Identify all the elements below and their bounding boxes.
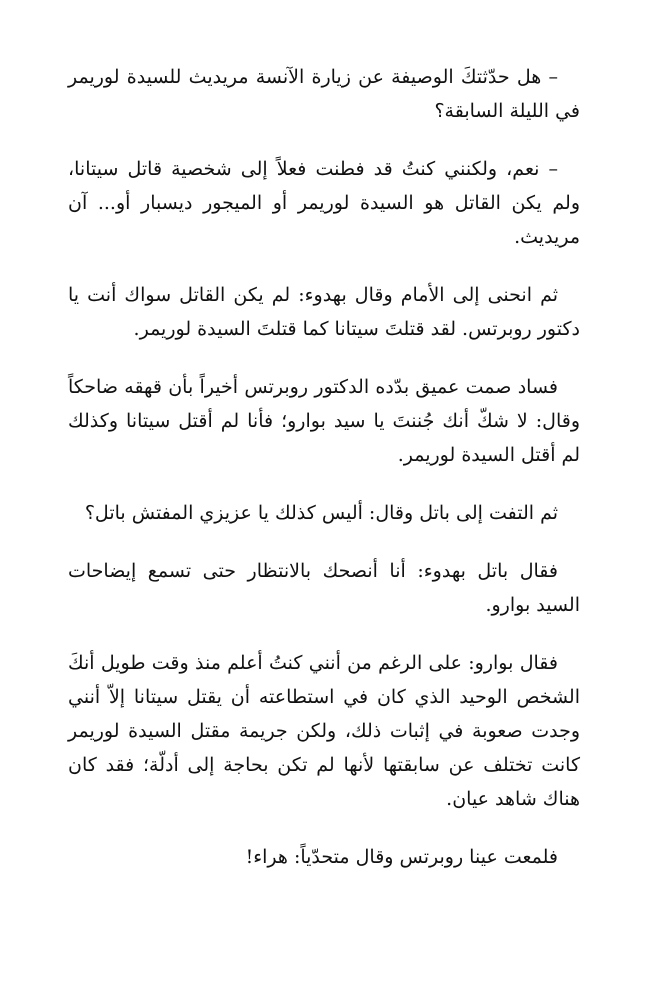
- paragraph-8: فلمعت عينا روبرتس وقال متحدّياً: هراء!: [245, 846, 558, 868]
- paragraph-2: – نعم، ولكنني كنتُ قد فطنت فعلاً إلى شخصية قاتل سيتانا، ولم يكن القاتل هو السيدة لوريمر أو الميجور ديسبار أو... آن مريديث.: [68, 158, 580, 248]
- paragraph-4: فساد صمت عميق بدّده الدكتور روبرتس أخيراً بأن قهقه ضاحكاً وقال: لا شكّ أنك جُننتَ يا سيد بوارو؛ فأنا لم أقتل سيتانا وكذلك لم أقتل السيدة لوريمر.: [68, 376, 580, 466]
- paragraph-6: فقال باتل بهدوء: أنا أنصحك بالانتظار حتى تسمع إيضاحات السيد بوارو.: [68, 560, 580, 616]
- paragraph-5: ثم التفت إلى باتل وقال: أليس كذلك يا عزيزي المفتش باتل؟: [84, 502, 558, 524]
- paragraph-3: ثم انحنى إلى الأمام وقال بهدوء: لم يكن القاتل سواك أنت يا دكتور روبرتس. لقد قتلتَ سيتانا كما قتلتَ السيدة لوريمر.: [68, 284, 580, 340]
- paragraph-7: فقال بوارو: على الرغم من أنني كنتُ أعلم منذ وقت طويل أنكَ الشخص الوحيد الذي كان في استطاعته أن يقتل سيتانا إلاّ أنني وجدت صعوبة في إثبات ذلك، ولكن جريمة مقتل السيدة لوريمر كانت تختلف عن سابقتها لأنها لم تكن بحاجة إلى أدلّة؛ فقد كان هناك شاهد عيان.: [68, 652, 580, 810]
- paragraph-1: – هل حدّثتكَ الوصيفة عن زيارة الآنسة مريديث للسيدة لوريمر في الليلة السابقة؟: [68, 66, 580, 122]
- book-page: [68, 60, 580, 874]
